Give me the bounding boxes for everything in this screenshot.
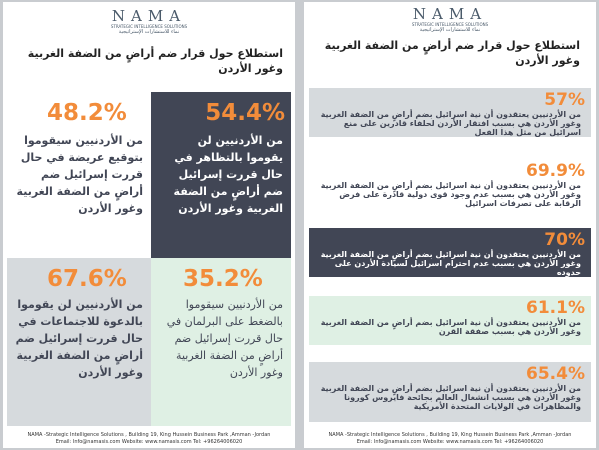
stat-tile-parliament — [151, 258, 291, 426]
left-infographic-panel — [3, 2, 295, 448]
nama-logo — [3, 8, 295, 35]
stat-tile-meetings — [7, 258, 151, 426]
stat-tile-petition — [7, 92, 151, 258]
page-title: استطلاع حول قرار ضم أراضٍ من الضفة الغربية وغور الأردن — [27, 47, 283, 75]
reason-bar-sovereignty — [309, 228, 591, 277]
logo-subtitle: STRATEGIC INTELLIGENCE SOLUTIONS — [110, 24, 188, 29]
footer — [304, 432, 596, 446]
footer-contact: Email: Info@namasis.com Website: www.namasis.com Tel: +96264006020 — [55, 439, 243, 445]
reason-text: من الأردنيين يعتقدون أن نية اسرائيل بضم أراضٍ من الضفة الغربية وغور الأردن هي بسبب صفقة القرن — [320, 318, 581, 336]
reason-percent: 65.4% — [526, 364, 585, 384]
stat-percent: 35.2% — [183, 266, 263, 292]
reason-bar-deal — [309, 296, 591, 345]
footer — [3, 432, 295, 446]
reason-text: من الأردنيين يعتقدون أن نية اسرائيل بضم أراضٍ من الضفة الغربية وغور الأردن هي بسبب انشغال العالم بجائحة فايروس كورونا والمظاهرات في الولايات المتحدة الأمريكية — [320, 384, 581, 411]
reason-percent: 61.1% — [526, 298, 585, 318]
reason-percent: 69.9% — [526, 161, 585, 181]
stat-percent: 54.4% — [205, 100, 285, 126]
reason-text: من الأردنيين يعتقدون أن نية اسرائيل بضم أراضٍ من الضفة الغربية وغور الأردن هي بسبب عدم احترام اسرائيل لسيادة الأردن على حدوده — [320, 250, 581, 277]
reason-percent: 57% — [544, 90, 585, 110]
logo-arabic: نماء للاستشارات الإستراتيجية — [419, 27, 481, 33]
reason-text: من الأردنيين يعتقدون أن نية اسرائيل بضم أراضٍ من الضفة الغربية وغور الأردن هي بسبب افتقار الأردن لحلفاء قادرين على منع اسرائيل من مثل هذا الفعل — [320, 110, 581, 137]
stat-text: من الأردنيين لن يقوموا بالدعوة للاجتماعات في حال قررت إسرائيل ضم أراضٍ من الضفة الغربية وغور الأردن — [15, 298, 143, 379]
nama-logo — [304, 6, 596, 33]
stat-text: من الأردنيين سيقوموا بالضغط على البرلمان في حال قررت إسرائيل ضم أراضٍ من الضفة الغربية وغور الأردن — [166, 298, 283, 379]
footer-address: NAMA -Strategic Intelligence Solutions , Building 19, King Hussein Business Park ,Amman -Jordan — [328, 432, 572, 438]
stat-text: من الأردنيين سيقوموا بتوقيع عريضة في حال قررت إسرائيل ضم أراضٍ من الضفة الغربية وغور الأردن — [16, 134, 143, 215]
stat-percent: 48.2% — [47, 100, 127, 126]
reason-bar-covid — [309, 362, 591, 422]
reason-bar-international — [309, 159, 591, 208]
reason-bar-allies — [309, 88, 591, 137]
stat-percent: 67.6% — [47, 266, 127, 292]
logo-subtitle: STRATEGIC INTELLIGENCE SOLUTIONS — [411, 22, 489, 27]
right-infographic-panel — [304, 2, 596, 448]
logo-name: NAMA — [111, 7, 187, 25]
footer-contact: Email: Info@namasis.com Website: www.namasis.com Tel: +96264006020 — [356, 439, 544, 445]
page-title: استطلاع حول قرار ضم أراضٍ من الضفة الغربية وغور الأردن — [324, 39, 580, 67]
stat-tile-protest — [151, 92, 291, 258]
stat-text: من الأردنيين لن يقوموا بالتظاهر في حال قررت إسرائيل ضم أراضٍ من الضفة الغربية وغور الأردن — [173, 134, 283, 215]
footer-address: NAMA -Strategic Intelligence Solutions , Building 19, King Hussein Business Park ,Amman -Jordan — [27, 432, 271, 438]
logo-arabic: نماء للاستشارات الإستراتيجية — [118, 29, 180, 35]
logo-name: NAMA — [412, 5, 488, 23]
reason-text: من الأردنيين يعتقدون أن نية اسرائيل بضم أراضٍ من الضفة الغربية وغور الأردن هي بسبب عدم وجود قوى دولية قادرة على فرض الرقابة على تصرفات اسرائيل — [320, 181, 581, 208]
reason-percent: 70% — [544, 230, 585, 250]
